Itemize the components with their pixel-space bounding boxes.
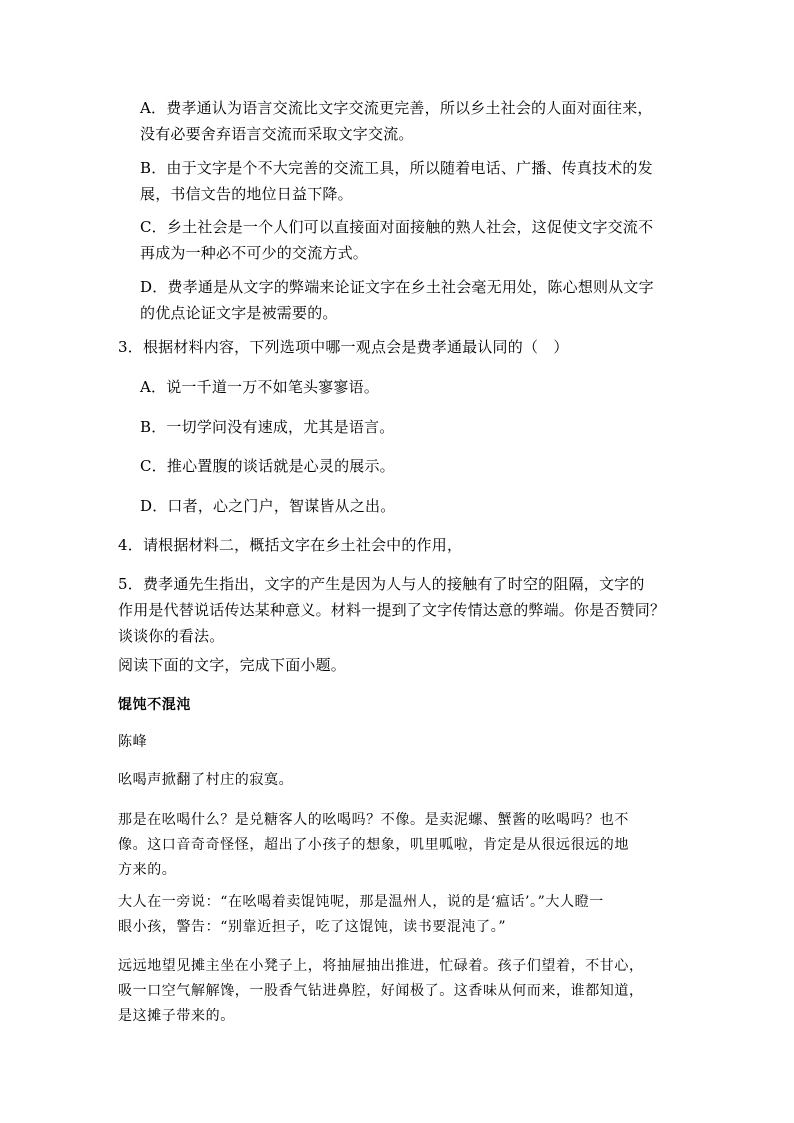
story-p2-line3: 方来的。 bbox=[118, 862, 177, 878]
story-p2-line1: 那是在吆喝什么？是兑糖客人的吆喝吗？不像。是卖泥螺、蟹酱的吆喝吗？也不 bbox=[118, 812, 629, 828]
q2-option-a bbox=[140, 95, 680, 147]
q5-line1: 5．费孝通先生指出，文字的产生是因为人与人的接触有了时空的阻隔，文字的 bbox=[118, 575, 645, 593]
q4-stem: 4．请根据材料二，概括文字在乡土社会中的作用， bbox=[118, 536, 463, 554]
story-paragraph-1: 吆喝声掀翻了村庄的寂寞。 bbox=[118, 772, 294, 788]
q5-line3: 谈谈你的看法。 bbox=[118, 627, 225, 645]
q2-option-d-line1: D．费孝通是从文字的弊端来论证文字在乡土社会毫无用处，陈心想则从文字 bbox=[140, 278, 654, 296]
story-author: 陈峰 bbox=[118, 734, 148, 750]
q2-option-b bbox=[140, 155, 680, 207]
story-title: 馄饨不混沌 bbox=[118, 697, 191, 713]
q3-option-a: A．说一千道一万不如笔头寥寥语。 bbox=[140, 378, 380, 396]
story-p4-line2: 吸一口空气解解馋，一股香气钻进鼻腔，好闻极了。这香味从何而来，谁都知道， bbox=[118, 983, 644, 999]
q5-line2: 作用是代替说话传达某种意义。材料一提到了文字传情达意的弊端。你是否赞同？ bbox=[118, 601, 666, 619]
q2-option-b-line2: 展，书信文告的地位日益下降。 bbox=[140, 185, 353, 203]
story-paragraph-2 bbox=[118, 808, 678, 883]
q2-option-a-line1: A．费孝通认为语言交流比文字交流更完善，所以乡土社会的人面对面往来， bbox=[140, 99, 653, 117]
story-p4-line1: 远远地望见摊主坐在小凳子上，将抽屉抽出推进，忙碌着。孩子们望着，不甘心， bbox=[118, 958, 644, 974]
reading-instruction: 阅读下面的文字，完成下面小题。 bbox=[118, 656, 347, 674]
q3-option-d: D．口者，心之门户，智谋皆从之出。 bbox=[140, 497, 396, 515]
q2-option-c bbox=[140, 214, 680, 266]
q3-option-b: B．一切学问没有速成，尤其是语言。 bbox=[140, 418, 395, 436]
story-p3-line2: 眼小孩，警告：“别靠近担子，吃了这馄饨，读书要混沌了。” bbox=[118, 919, 507, 935]
q2-option-a-line2: 没有必要舍弃语言交流而采取文字交流。 bbox=[140, 125, 414, 143]
q2-option-d-line2: 的优点论证文字是被需要的。 bbox=[140, 304, 338, 322]
q2-option-c-line1: C．乡土社会是一个人们可以直接面对面接触的熟人社会，这促使文字交流不 bbox=[140, 218, 654, 236]
q3-stem: 3．根据材料内容，下列选项中哪一观点会是费孝通最认同的（ ） bbox=[118, 338, 569, 356]
story-p4-line3: 是这摊子带来的。 bbox=[118, 1008, 235, 1024]
story-p3-line1: 大人在一旁说：“在吆喝着卖馄饨呢，那是温州人，说的是‘瘟话’。”大人瞪一 bbox=[118, 894, 604, 910]
story-p2-line2: 像。这口音奇奇怪怪，超出了小孩子的想象，叽里呱啦，肯定是从很远很远的地 bbox=[118, 837, 629, 853]
q5-stem bbox=[118, 571, 678, 649]
story-paragraph-4 bbox=[118, 954, 678, 1029]
q2-option-c-line2: 再成为一种必不可少的交流方式。 bbox=[140, 244, 369, 262]
q2-option-b-line1: B．由于文字是个不大完善的交流工具，所以随着电话、广播、传真技术的发 bbox=[140, 159, 653, 177]
q3-option-c: C．推心置腹的谈话就是心灵的展示。 bbox=[140, 457, 395, 475]
q2-option-d bbox=[140, 274, 680, 326]
story-paragraph-3 bbox=[118, 890, 678, 940]
